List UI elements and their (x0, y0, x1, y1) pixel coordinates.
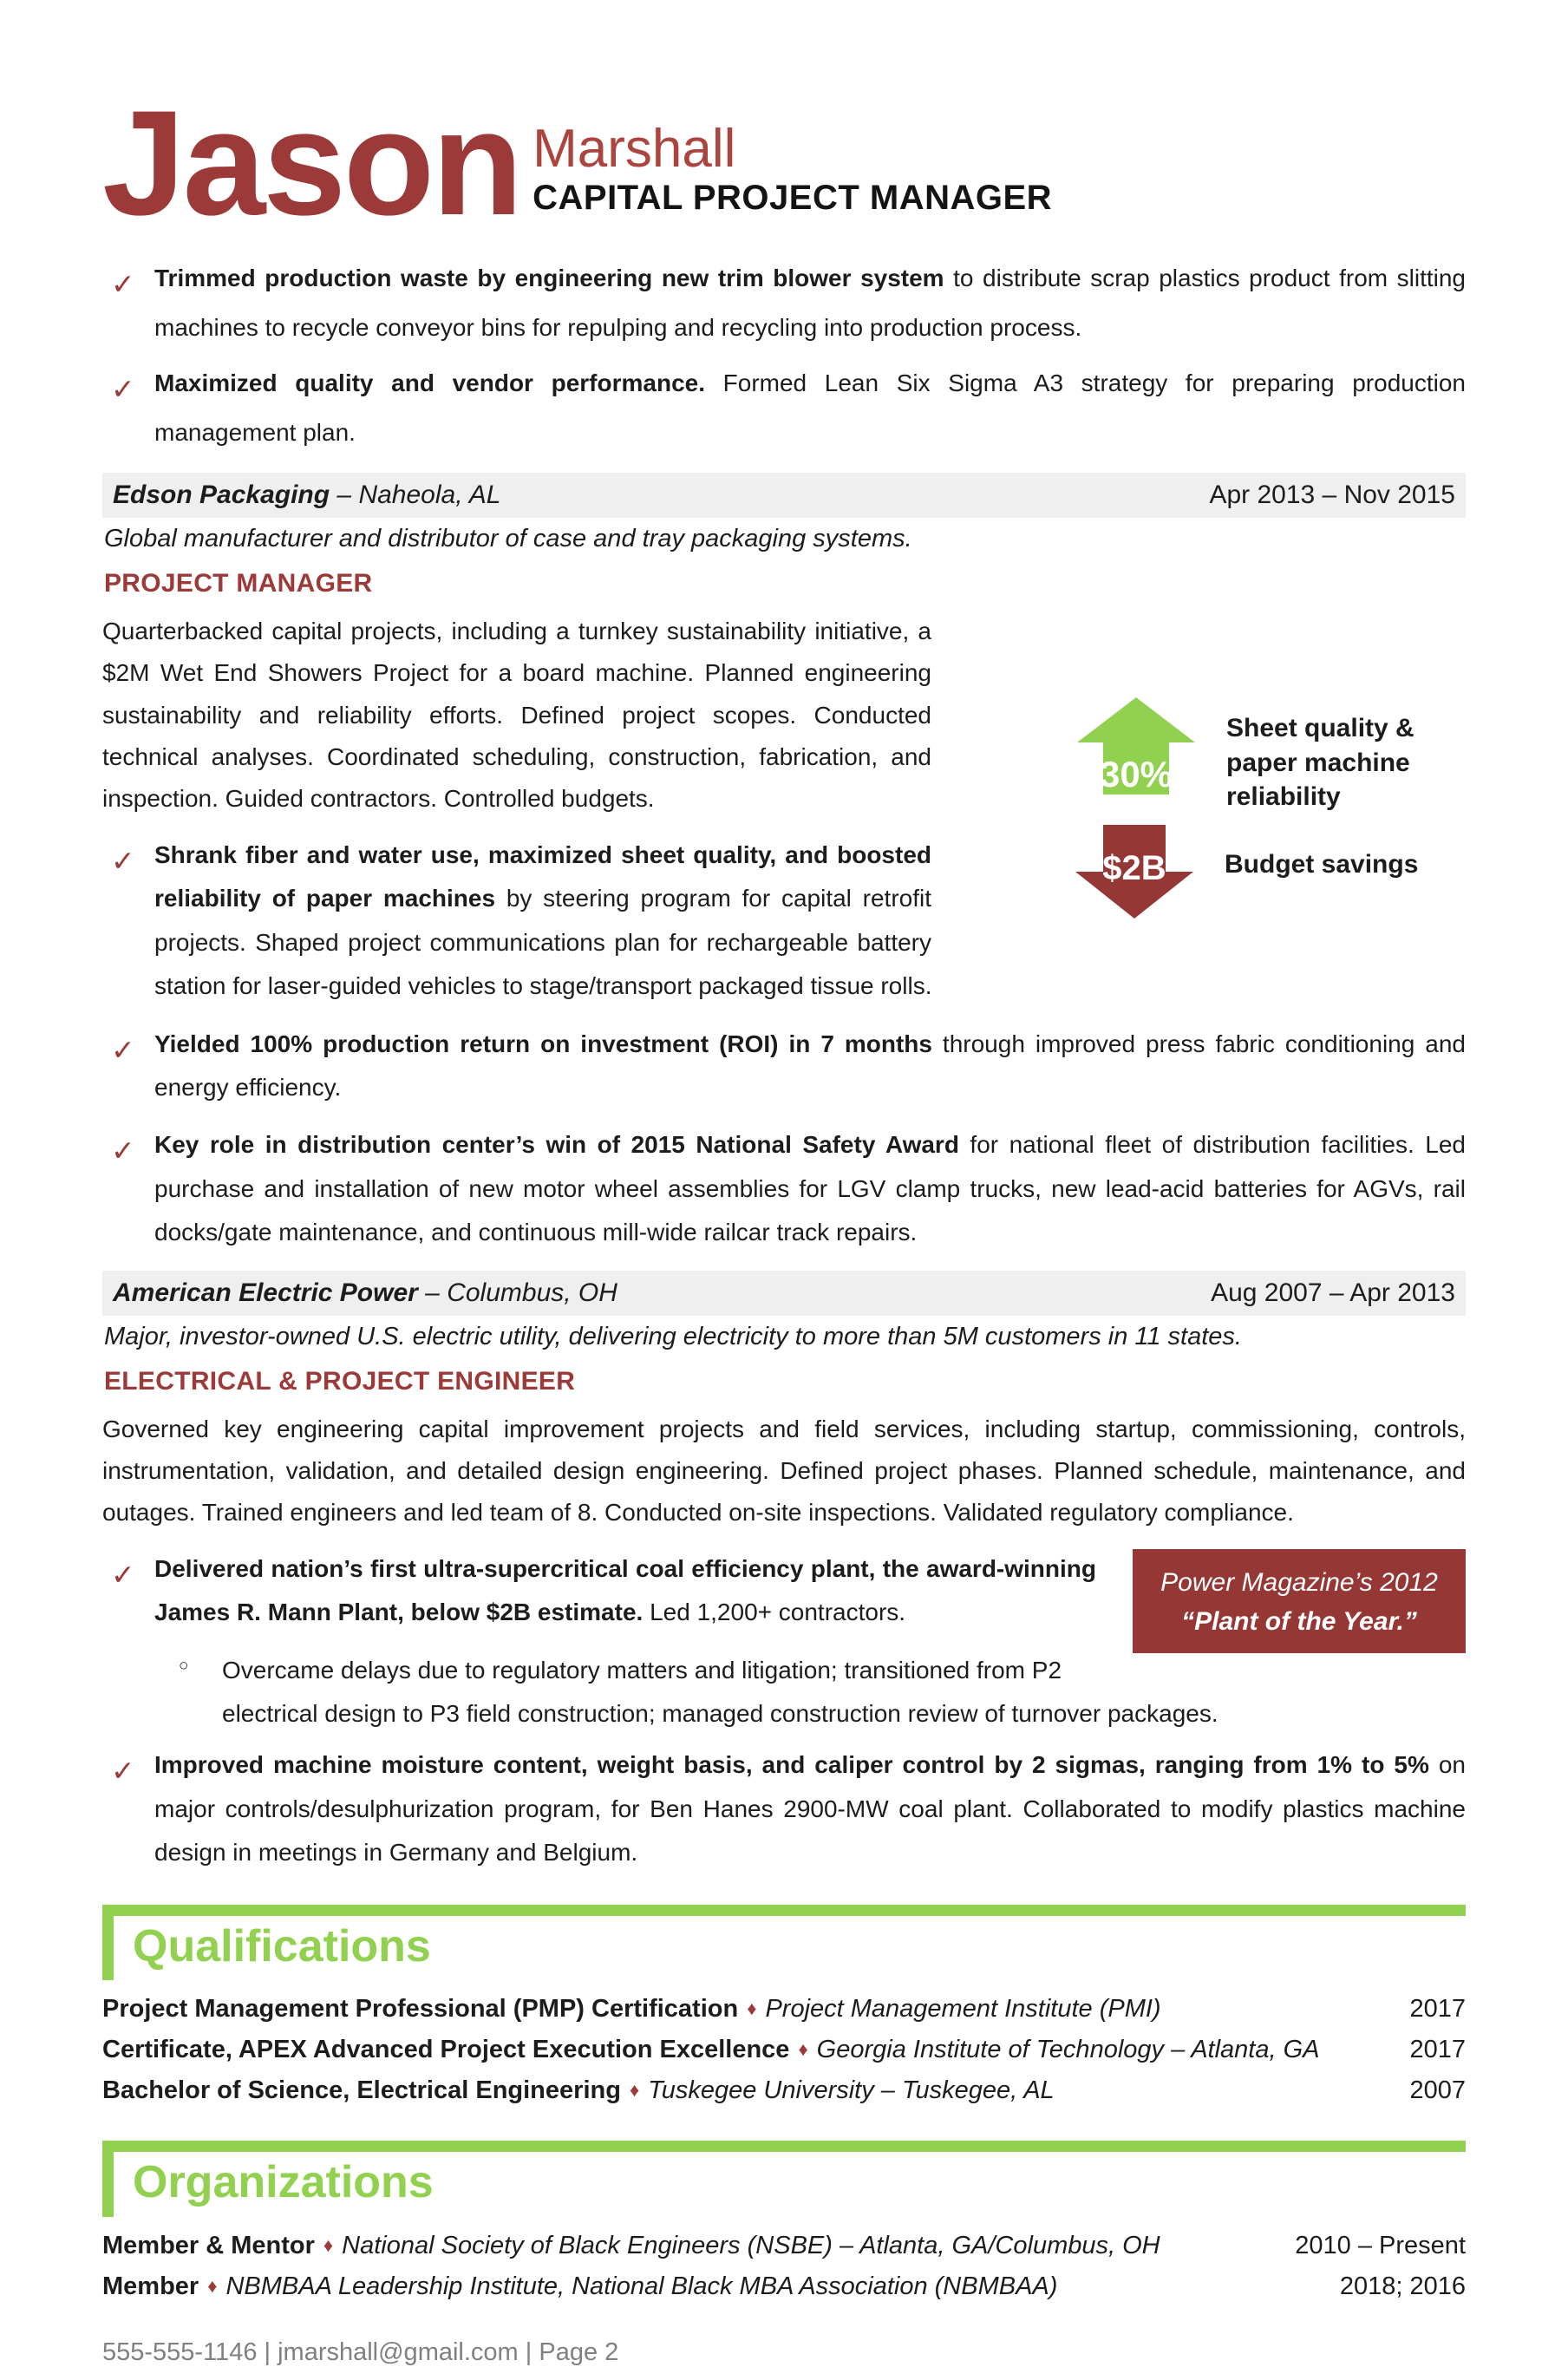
diamond-icon: ♦ (747, 1998, 757, 2020)
bullet-bold-text: Key role in distribution center’s win of 2015 National Safety Award (154, 1131, 959, 1159)
bullet-bold-text: Maximized quality and vendor performance. (154, 369, 705, 397)
metric-up-value: 30% (1099, 754, 1173, 795)
organization-role: Member (102, 2272, 199, 2300)
bullet-bold-text: Trimmed production waste by engineering new trim blower system (154, 265, 944, 292)
qualification-entry (102, 1989, 1336, 2030)
organization-dates: 2010 – Present (1295, 2231, 1466, 2259)
page-footer: 555-555-1146 | jmarshall@gmail.com | Page 2 (102, 2338, 619, 2366)
metric-down-label: Budget savings (1225, 850, 1419, 879)
sub-list-item (102, 1649, 1466, 1736)
job-header-aep (102, 1271, 1466, 1316)
bullet-bold-text: Delivered nation’s first ultra-supercritical coal efficiency plant, the award-winning James R. Mann Plant, below $2B estimate. (154, 1554, 1096, 1626)
intro-bullets (102, 254, 1466, 457)
metric-up-label: Sheet quality & paper machine reliability (1226, 714, 1414, 812)
organization-role: Member & Mentor (102, 2231, 315, 2259)
checkmark-icon: ✓ (111, 1033, 135, 1066)
last-name: Marshall (532, 119, 736, 180)
header (102, 80, 1466, 246)
organization-entry (102, 2266, 1336, 2307)
qualification-org: Project Management Institute (PMI) (765, 1995, 1161, 2024)
list-item (102, 1123, 1466, 1254)
sub-bullet-text: Overcame delays due to regulatory matters and litigation; transitioned from P2 electrical design to P3 field construction; managed construction review of turnover packages. (222, 1656, 1218, 1727)
diamond-icon: ♦ (798, 2038, 808, 2061)
job-company-line (113, 1278, 617, 1308)
bullet-text: Formed Lean Six Sigma A3 strategy for preparing production management plan. (154, 369, 1466, 446)
job-company-line (113, 481, 500, 510)
diamond-icon: ♦ (207, 2274, 218, 2297)
qualification-entry (102, 2070, 1336, 2111)
qualification-year: 2007 (1409, 2076, 1466, 2105)
bullet-text: for national fleet of distribution facilities. Led purchase and installation of new motor wheel assemblies for LGV clamp trucks, new lead-acid batteries for AGVs, rail docks/gate maintenance, and continuous mill-wide railcar track repairs. (154, 1131, 1466, 1246)
table-row (102, 2070, 1466, 2111)
checkmark-icon: ✓ (111, 373, 135, 406)
section-organizations (102, 2141, 1466, 2307)
award-line2: “Plant of the Year.” (1181, 1606, 1417, 1636)
company-name: Edson Packaging (113, 481, 330, 510)
list-item (102, 359, 1466, 457)
list-item (102, 1743, 1466, 1874)
table-row (102, 2226, 1466, 2266)
list-item (102, 1023, 1466, 1110)
bullet-bold-text: Shrank fiber and water use, maximized sheet quality, and boosted reliability of paper machines (154, 841, 931, 912)
name-right (532, 121, 1052, 225)
circle-bullet-icon: ○ (179, 1656, 189, 1675)
diamond-icon: ♦ (323, 2233, 334, 2256)
company-tagline: Major, investor-owned U.S. electric utility, delivering electricity to more than 5M customers in 11 states. (104, 1322, 1242, 1350)
qualification-name: Project Management Professional (PMP) Certification (102, 1995, 739, 2024)
bullet-bold-text: Yielded 100% production return on investment (ROI) in 7 months (154, 1030, 932, 1057)
organization-name: National Society of Black Engineers (NSBE) – Atlanta, GA/Columbus, OH (342, 2231, 1160, 2259)
section-qualifications (102, 1905, 1466, 2112)
bullet-text: to distribute scrap plastics product from slitting machines to recycle conveyor bins for repulping and recycling into production process. (154, 265, 1467, 341)
checkmark-icon: ✓ (111, 1558, 135, 1591)
bullet-text: through improved press fabric conditioning and energy efficiency. (154, 1030, 1466, 1101)
qualification-name: Certificate, APEX Advanced Project Execution Excellence (102, 2036, 790, 2064)
qualification-name: Bachelor of Science, Electrical Engineering (102, 2076, 621, 2105)
section-title: Qualifications (102, 1916, 1466, 1981)
checkmark-icon: ✓ (111, 845, 135, 877)
company-location: – Naheola, AL (336, 481, 501, 510)
bullet-text: on major controls/desulphurization program, for Ben Hanes 2900-MW coal plant. Collaborated to modify plastics machine design in meetings in Germany and Belgium. (154, 1751, 1466, 1867)
qualification-entry (102, 2030, 1336, 2070)
organization-name: NBMBAA Leadership Institute, National Black MBA Association (NBMBAA) (225, 2272, 1058, 2300)
list-item (102, 834, 1466, 1009)
up-arrow-icon (1077, 697, 1195, 794)
bullet-bold-text: Improved machine moisture content, weight basis, and caliper control by 2 sigmas, ranging from 1% to 5% (154, 1751, 1429, 1779)
table-row (102, 2266, 1466, 2307)
job-summary: Quarterbacked capital projects, including a turnkey sustainability initiative, a $2M Wet End Showers Project for a board machine. Planned engineering sustainability and reliability efforts. Defined project scopes. Conducted technical analyses. Coordinated scheduling, construction, fabrication, and inspection. Guided contractors. Controlled budgets. (102, 618, 931, 812)
organization-entry (102, 2226, 1295, 2266)
company-tagline: Global manufacturer and distributor of case and tray packaging systems. (104, 525, 912, 553)
job-dates: Aug 2007 – Apr 2013 (1211, 1278, 1455, 1307)
table-row (102, 1989, 1466, 2030)
job-dates: Apr 2013 – Nov 2015 (1209, 481, 1455, 510)
qualification-year: 2017 (1409, 2036, 1466, 2064)
organization-dates: 2018; 2016 (1339, 2272, 1466, 2300)
first-name: Jason (102, 80, 521, 246)
job-body-edson (102, 611, 1466, 1254)
checkmark-icon: ✓ (111, 268, 135, 301)
list-item (102, 1547, 1466, 1635)
job-role-title: PROJECT MANAGER (104, 569, 373, 598)
section-title: Organizations (102, 2152, 1466, 2217)
job-header-edson (102, 473, 1466, 518)
award-line1: Power Magazine’s 2012 (1160, 1567, 1438, 1597)
metric-up-row (963, 697, 1466, 814)
qualification-year: 2017 (1409, 1995, 1466, 2024)
bullet-text: by steering program for capital retrofit projects. Shaped project communications plan for rechargeable battery station for laser-guided vehicles to stage/transport packaged tissue rolls. (154, 885, 932, 1000)
diamond-icon: ♦ (629, 2079, 640, 2102)
metric-down-value: $2B (1102, 849, 1166, 887)
checkmark-icon: ✓ (111, 1755, 135, 1788)
job-body-aep (102, 1409, 1466, 1875)
company-location: – Columbus, OH (425, 1278, 617, 1307)
up-arrow-head (1077, 697, 1195, 742)
qualification-org: Georgia Institute of Technology – Atlanta, GA (816, 2036, 1320, 2064)
job-role-title: ELECTRICAL & PROJECT ENGINEER (104, 1366, 576, 1396)
bullet-text: Led 1,200+ contractors. (643, 1599, 906, 1626)
list-item (102, 254, 1466, 352)
page-title: CAPITAL PROJECT MANAGER (532, 179, 1053, 218)
job-summary: Governed key engineering capital improvement projects and field services, including startup, commissioning, controls, instrumentation, validation, and detailed design engineering. Defined project phases. Planned schedule, maintenance, and outages. Trained engineers and led team of 8. Conducted on-site inspections. Validated regulatory compliance. (102, 1415, 1466, 1526)
company-name: American Electric Power (113, 1278, 418, 1307)
table-row (102, 2030, 1466, 2070)
qualification-org: Tuskegee University – Tuskegee, AL (648, 2076, 1055, 2105)
checkmark-icon: ✓ (111, 1134, 135, 1167)
